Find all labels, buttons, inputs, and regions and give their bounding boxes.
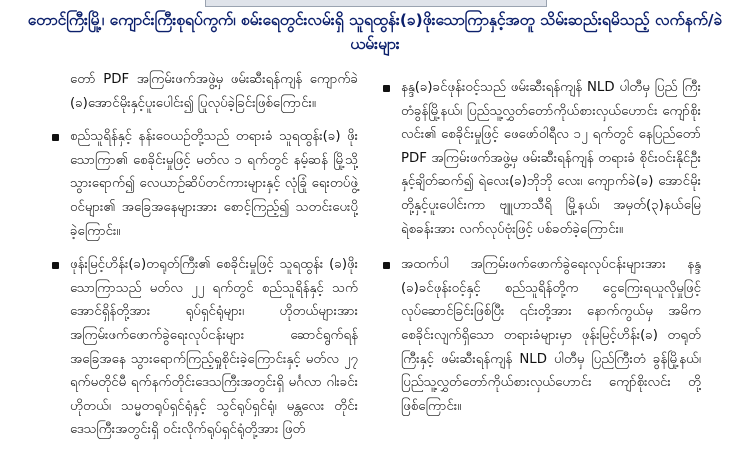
left-column	[52, 68, 358, 452]
paragraph-text: နန္ဒ(ခ)ခင်ဖုန်းဝင့်သည် ဖမ်းဆီးရန်ကျန် NLD ပါတီမှ ပြည် ကြီးတံခွန်မြို့နယ်၊ ပြည်သူ့လွှတ်တော်ကိုယ်စားလှယ်ဟောင်း ကျော်စိုးလင်း၏ စေခိုင်းမှုဖြင့် ဖေဖော်ဝါရီလ ၁၂ ရက်တွင် နေပြည်တော် PDF အကြမ်းဖက်အဖွဲ့မှ ဖမ်းဆီးရန်ကျန် တရားခံ စိုင်းဝင်းနိုင်ဦးနှင့်ချိတ်ဆက်၍ ရဲလေး(ခ)ဘိုဘို လေး၊ ကျောက်ခဲ(ခ) အောင်မိုးတို့နှင့်ပူးပေါင်းကာ ဗျူဟာသီရိ မြို့နယ်၊ အမှတ်(၃)နယ်မြေရဲစခန်းအား လက်လုပ်ဗုံးဖြင့် ပစ်ခတ်ခဲ့ကြောင်း။	[401, 80, 701, 237]
paragraph-text: တော် PDF အကြမ်းဖက်အဖွဲ့မှ ဖမ်းဆီးရန်ကျန် ကျောက်ခဲ (ခ)အောင်မိုးနှင့်ပူးပေါင်း၍ ပြုလုပ်ခဲ့ခြင်းဖြစ်ကြောင်း။	[70, 72, 358, 111]
bullet-marker	[52, 262, 59, 269]
paragraph-text: အထက်ပါ အကြမ်းဖက်ဖောက်ခွဲရေးလုပ်ငန်းများအား နန္ဒ (ခ)ခင်ဖုန်းဝင့်နှင့် စည်သူရိန်တို့က ငွေကြေးရယူလိုမှုဖြင့် လုပ်ဆောင်ခြင်းဖြစ်ပြီး ၎င်းတို့အား နောက်ကွယ်မှ အမိက စေခိုင်းလျက်ရှိသော တရားခံများမှာ ဖုန်းမြင့်ဟိန်း(ခ) တရုတ်ကြီးနှင့် ဖမ်းဆီးရန်ကျန် NLD ပါတီမှ ပြည်ကြီးတံ ခွန်မြို့နယ်၊ ပြည်သူ့လွှတ်တော်ကိုယ်စားလှယ်ဟောင်း ကျော်စိုးလင်း တို့ဖြစ်ကြောင်း။	[401, 257, 701, 414]
paragraph-text: ဖုန်းမြင့်ဟိန်း(ခ)တရုတ်ကြီး၏ စေခိုင်းမှုဖြင့် သူရထွန်း (ခ)ဖိုးသောကြာသည် မတ်လ ၂၂ ရက်တွင် စည်သူရိန်နှင့် သက်အောင်ရှိန်တို့အား ရုပ်ရှင်ရုံများ၊ ဟိုတယ်များအား အကြမ်းဖက်ဖောက်ခွဲရေးလုပ်ငန်းများ ဆောင်ရွက်ရန် အခြေအနေ သွားရောက်ကြည့်ရှုစိုင်းခဲ့ကြောင်းနှင့် မတ်လ ၂၇ ရက်မတိုင်မီ ရက်နက်တိုင်းဒေသကြီးအတွင်းရှိ မင်္ဂလာ ဂါးခင်းဟိုတယ်၊ သမ္မတရုပ်ရှင်ရုံနှင့် သွင်ရုပ်ရှင်ရုံ၊ မန္တလေး တိုင်းဒေသကြီးအတွင်းရှိ ဝင်းလိုက်ရုပ်ရှင်ရုံတို့အား ဖြတ်	[70, 257, 358, 438]
article-paragraph	[52, 68, 358, 115]
bullet-paragraph	[383, 253, 701, 418]
bullet-paragraph	[383, 76, 701, 241]
bullet-marker	[383, 262, 390, 269]
bullet-marker	[52, 134, 59, 141]
bullet-paragraph	[52, 125, 358, 243]
photo-caption: တောင်ကြီးမြို့၊ ကျောင်းကြီးစုရပ်ကွက်၊ စမ်းရေတွင်းလမ်းရှိ သူရထွန်း(ခ)ဖိုးသောကြာနှင့်အတူ သိမ်းဆည်းရမိသည့် လက်နက်/ခဲယမ်းများ	[27, 11, 723, 53]
photo-bottom-edge	[205, 0, 547, 7]
bullet-marker	[383, 85, 390, 92]
right-column	[383, 68, 701, 428]
paragraph-text: စည်သူရိန်နှင့် နန်းဝေယဉ်တို့သည် တရားခံ သူရထွန်း(ခ) ဖိုးသောကြာ၏ စေခိုင်းမှုဖြင့် မတ်လ ၁ ရက်တွင် နမ့်ဆန် မြို့သို့သွားရောက်၍ လေယာဉ်ဆိပ်တင်ကားများနှင့် လုံခြုံ ရေးတပ်ဖွဲ့ဝင်များ၏ အခြေအနေများအား စောင့်ကြည့်၍ သတင်းပေးပို့ခဲ့ကြောင်း။	[70, 129, 358, 239]
bullet-paragraph	[52, 253, 358, 442]
